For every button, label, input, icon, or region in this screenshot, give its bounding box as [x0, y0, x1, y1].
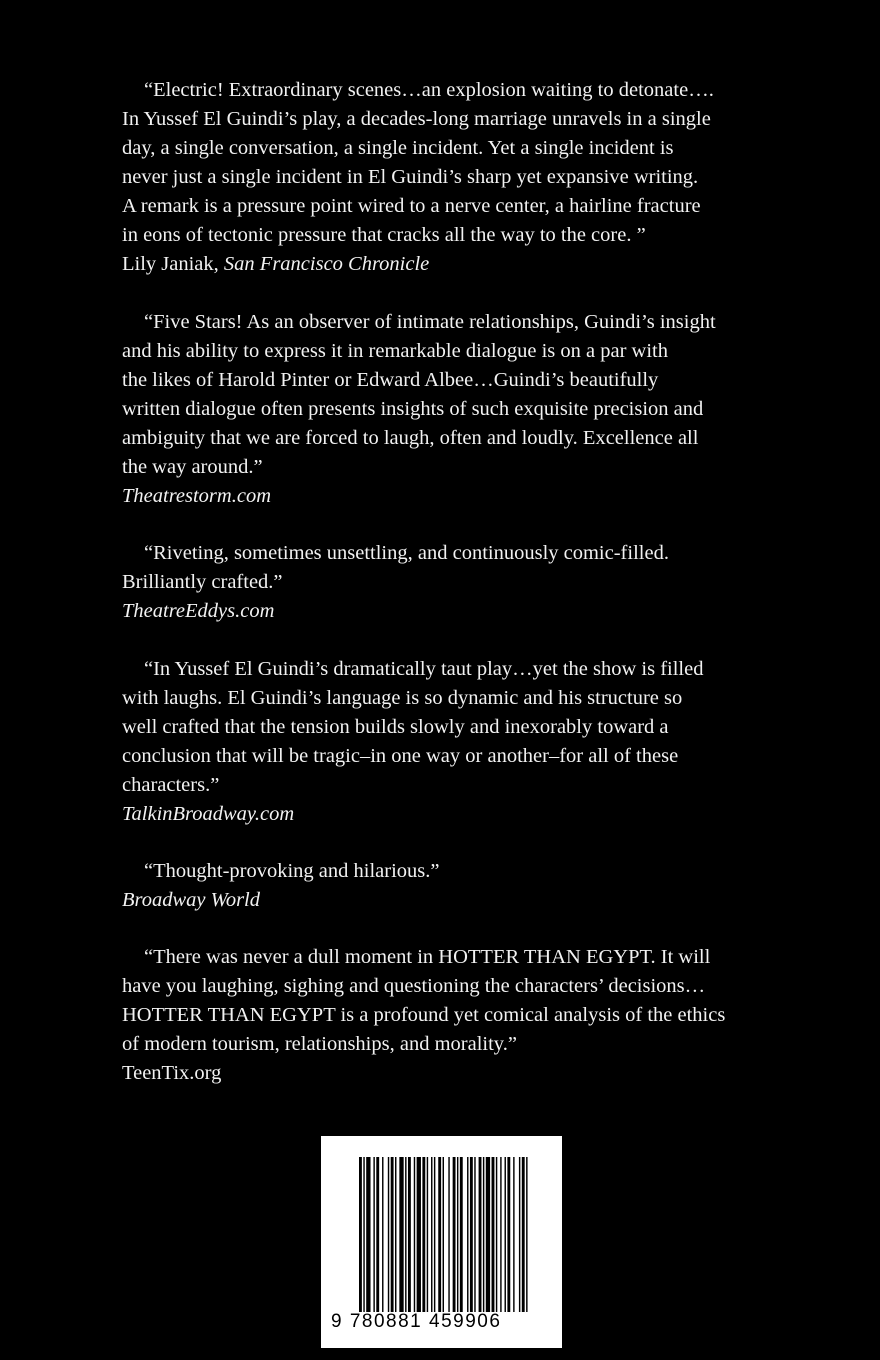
barcode-bar: [438, 1157, 441, 1312]
barcode-bar: [453, 1157, 456, 1312]
isbn-barcode: [321, 1136, 562, 1348]
review-source: Broadway World: [122, 889, 261, 911]
review-source: TalkinBroadway.com: [122, 803, 295, 825]
review-quote: “Thought-provoking and hilarious.”: [144, 860, 440, 882]
barcode-bar: [391, 1157, 394, 1312]
barcode-bar: [483, 1157, 484, 1312]
barcode-bar: [382, 1157, 383, 1312]
isbn-number: 9 780881 459906: [331, 1311, 502, 1332]
barcode-bar: [417, 1157, 421, 1312]
barcode-bar: [366, 1157, 370, 1312]
barcode-bar: [467, 1157, 468, 1312]
barcode-bar: [457, 1157, 458, 1312]
barcode-bar: [526, 1157, 527, 1312]
barcode-bar: [443, 1157, 444, 1312]
barcode-bar: [373, 1157, 374, 1312]
barcode-bar: [505, 1157, 506, 1312]
barcode-bar: [470, 1157, 473, 1312]
review-source: TeenTix.org: [122, 1062, 222, 1084]
barcode-bar: [496, 1157, 497, 1312]
review-quote: “In Yussef El Guindi’s dramatically taut play…yet the show is filled with laughs. El Guindi’s language is so dynamic and his structure so well crafted that the tension builds slowly and inexorably toward a conclusion that will be tragic–in one way or another–for all of these characters.”: [122, 658, 704, 796]
barcode-bar: [399, 1157, 403, 1312]
barcode-bar: [474, 1157, 475, 1312]
barcode-bar: [434, 1157, 435, 1312]
review-blurb-broadwayworld: [122, 857, 762, 915]
barcode-bar: [363, 1157, 364, 1312]
barcode-bar: [388, 1157, 389, 1312]
review-author: Lily Janiak,: [122, 253, 224, 275]
review-quote: “Five Stars! As an observer of intimate relationships, Guindi’s insight and his ability to express it in remarkable dialogue is on a par with the likes of Harold Pinter or Edward Albee…Guindi’s beautifully written dialogue often presents insights of such exquisite precision and ambiguity that we are forced to laugh, often and loudly. Excellence all the way around.”: [122, 311, 716, 478]
barcode-bar: [427, 1157, 428, 1312]
review-blurb-theatreeddys: [122, 539, 762, 626]
review-source: TheatreEddys.com: [122, 600, 275, 622]
review-blurb-chronicle: [122, 76, 762, 279]
review-blurb-talkinbroadway: [122, 655, 762, 829]
barcode-bar: [376, 1157, 379, 1312]
review-publication: San Francisco Chronicle: [223, 253, 430, 275]
barcode-bar: [405, 1157, 406, 1312]
barcode-bar: [422, 1157, 425, 1312]
review-quote: “There was never a dull moment in HOTTER THAN EGYPT. It will have you laughing, sighing and questioning the characters’ decisions… HOTTER THAN EGYPT is a profound yet comical analysis of the ethics of modern tourism, relationships, and morality.”: [122, 946, 726, 1055]
review-quote: “Electric! Extraordinary scenes…an explosion waiting to detonate…. In Yussef El Guindi’s play, a decades-long marriage unravels in a single day, a single conversation, a single incident. Yet a single incident is never just a single incident in El Guindi’s sharp yet expansive writing. A remark is a pressure point wired to a nerve center, a hairline fracture in eons of tectonic pressure that cracks all the way to the core. ”: [122, 79, 714, 246]
review-blurb-theatrestorm: [122, 308, 762, 511]
review-blurb-teentix: [122, 943, 762, 1088]
barcode-bar: [414, 1157, 415, 1312]
barcode-bar: [522, 1157, 525, 1312]
barcode-bar: [395, 1157, 396, 1312]
barcode-bar: [431, 1157, 432, 1312]
review-source: Theatrestorm.com: [122, 485, 271, 507]
barcode-bar: [513, 1157, 514, 1312]
barcode-bar: [500, 1157, 501, 1312]
review-quote: “Riveting, sometimes unsettling, and continuously comic-filled. Brilliantly crafted.”: [122, 542, 669, 593]
barcode-bar: [448, 1157, 449, 1312]
review-source: [122, 250, 762, 279]
barcode-bar: [359, 1157, 362, 1312]
barcode-bar: [486, 1157, 490, 1312]
barcode-icon: [359, 1157, 529, 1312]
barcode-bar: [492, 1157, 495, 1312]
barcode-bar: [408, 1157, 411, 1312]
barcode-bar: [507, 1157, 510, 1312]
barcode-bar: [460, 1157, 463, 1312]
barcode-bar: [519, 1157, 520, 1312]
barcode-bar: [479, 1157, 482, 1312]
